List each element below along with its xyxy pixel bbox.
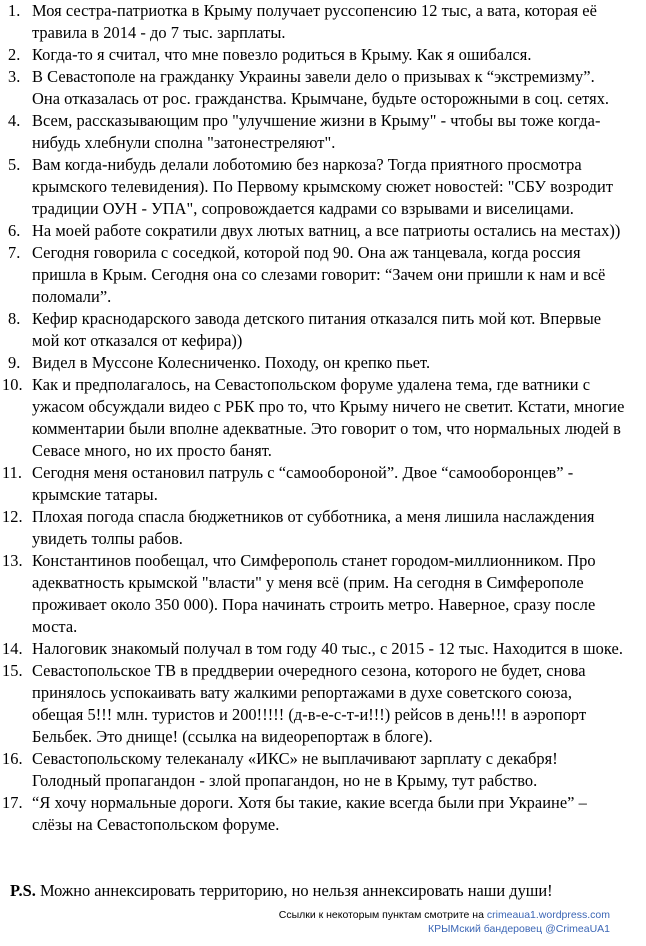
list-item	[0, 66, 646, 110]
list-item-number: 11.	[2, 463, 23, 482]
list-item-number: 8.	[8, 309, 21, 328]
list-item-number: 16.	[2, 749, 23, 768]
list-item	[0, 462, 646, 506]
list-item	[0, 748, 646, 792]
list-item-number: 13.	[2, 551, 23, 570]
list-item-text: Моя сестра-патриотка в Крыму получает руссопенсию 12 тыс, а вата, которая её травила в 2014 - до 7 тыс. зарплаты.	[32, 1, 597, 42]
list-item-text: Когда-то я считал, что мне повезло родиться в Крыму. Как я ошибался.	[32, 45, 532, 64]
list-item	[0, 220, 646, 242]
list-item-number: 10.	[2, 375, 23, 394]
list-item-text: Севастопольское ТВ в преддверии очередного сезона, которого не будет, снова принялось успокаивать вату жалкими репортажами в духе советского союза, обещая 5!!! млн. туристов и 200!!!!! (д-в-е-с-т-и!!!) рейсов в день!!! в аэропорт Бельбек. Это днище! (ссылка на видеорепортаж в блоге).	[32, 661, 587, 746]
list-item-number: 12.	[2, 507, 23, 526]
postscript	[10, 880, 626, 902]
list-item	[0, 352, 646, 374]
footer-blog-link[interactable]: crimeaua1.wordpress.com	[486, 909, 610, 921]
list-item-text: Плохая погода спасла бюджетников от субботника, а меня лишила наслаждения увидеть толпы рабов.	[32, 507, 595, 548]
list-item	[0, 44, 646, 66]
list-item-text: Кефир краснодарского завода детского питания отказался пить мой кот. Впервые мой кот отказался от кефира))	[32, 309, 602, 350]
list-item	[0, 638, 646, 660]
list-item-number: 5.	[8, 155, 21, 174]
list-item-text: Севастопольскому телеканалу «ИКС» не выплачивают зарплату с декабря! Голодный пропагандон - злой пропагандон, но не в Крыму, тут рабство.	[32, 749, 558, 790]
footer-credit: КРЫМский бандеровец @CrimeaUA1	[428, 923, 610, 935]
ps-label: P.S.	[10, 881, 36, 900]
list-item	[0, 660, 646, 748]
list-item-text: Как и предполагалось, на Севастопольском форуме удалена тема, где ватники с ужасом обсуждали видео с РБК про то, что Крыму ничего не светит. Кстати, многие комментарии были вполне адекватные. Это говорит о том, что нормальных людей в Севасе много, но их просто банят.	[32, 375, 625, 460]
list-item-number: 14.	[2, 639, 23, 658]
list-item	[0, 308, 646, 352]
list-item	[0, 0, 646, 44]
list-item	[0, 110, 646, 154]
list-item-text: Сегодня меня остановил патруль с “самообороной”. Двое “самооборонцев” - крымские татары.	[32, 463, 574, 504]
list-item-number: 4.	[8, 111, 21, 130]
footer-links-line	[279, 908, 610, 922]
list-item-text: Налоговик знакомый получал в том году 40 тыс., с 2015 - 12 тыс. Находится в шоке.	[32, 639, 623, 658]
list-item-number: 7.	[8, 243, 21, 262]
list-item-text: Всем, рассказывающим про "улучшение жизни в Крыму" - чтобы вы тоже когда-нибудь хлебнули сполна "затонестреляют".	[32, 111, 601, 152]
list-item-text: На моей работе сократили двух лютых ватниц, а все патриоты остались на местах))	[32, 221, 621, 240]
list-item-text: “Я хочу нормальные дороги. Хотя бы такие, какие всегда были при Украине” – слёзы на Севастопольском форуме.	[32, 793, 587, 834]
list-item-text: Вам когда-нибудь делали лоботомию без наркоза? Тогда приятного просмотра крымского телевидения). По Первому крымскому сюжет новостей: "СБУ возродит традиции ОУН - УПА", сопровождается кадрами со взрывами и виселицами.	[32, 155, 614, 218]
list-item-text: Константинов пообещал, что Симферополь станет городом-миллионником. Про адекватность крымской "власти" у меня всё (прим. На сегодня в Симферополе проживает около 350 000). Пора начинать строить метро. Наверное, сразу после моста.	[32, 551, 596, 636]
ps-text: Можно аннексировать территорию, но нельзя аннексировать наши души!	[39, 881, 553, 900]
list-item	[0, 792, 646, 836]
list-item-number: 9.	[8, 353, 21, 372]
list-item-text: Сегодня говорила с соседкой, которой под 90. Она аж танцевала, когда россия пришла в Крым. Сегодня она со слезами говорит: “Зачем они пришли к нам и всё поломали”.	[32, 243, 606, 306]
list-item-text: В Севастополе на гражданку Украины завели дело о призывах к “экстремизму”. Она отказалась от рос. гражданства. Крымчане, будьте осторожными в соц. сетях.	[32, 67, 610, 108]
list-item	[0, 374, 646, 462]
list-item	[0, 154, 646, 220]
footer	[279, 908, 610, 936]
footer-links-prefix: Ссылки к некоторым пунктам смотрите на	[278, 909, 484, 921]
list-item-number: 1.	[8, 1, 21, 20]
list-item-number: 15.	[2, 661, 23, 680]
list-item-text: Видел в Муссоне Колесниченко. Походу, он крепко пьет.	[32, 353, 431, 372]
list-item-number: 3.	[8, 67, 21, 86]
list-item-number: 2.	[8, 45, 21, 64]
list-item-number: 17.	[2, 793, 23, 812]
list-item	[0, 550, 646, 638]
list-item	[0, 506, 646, 550]
list-item	[0, 242, 646, 308]
list-item-number: 6.	[8, 221, 21, 240]
